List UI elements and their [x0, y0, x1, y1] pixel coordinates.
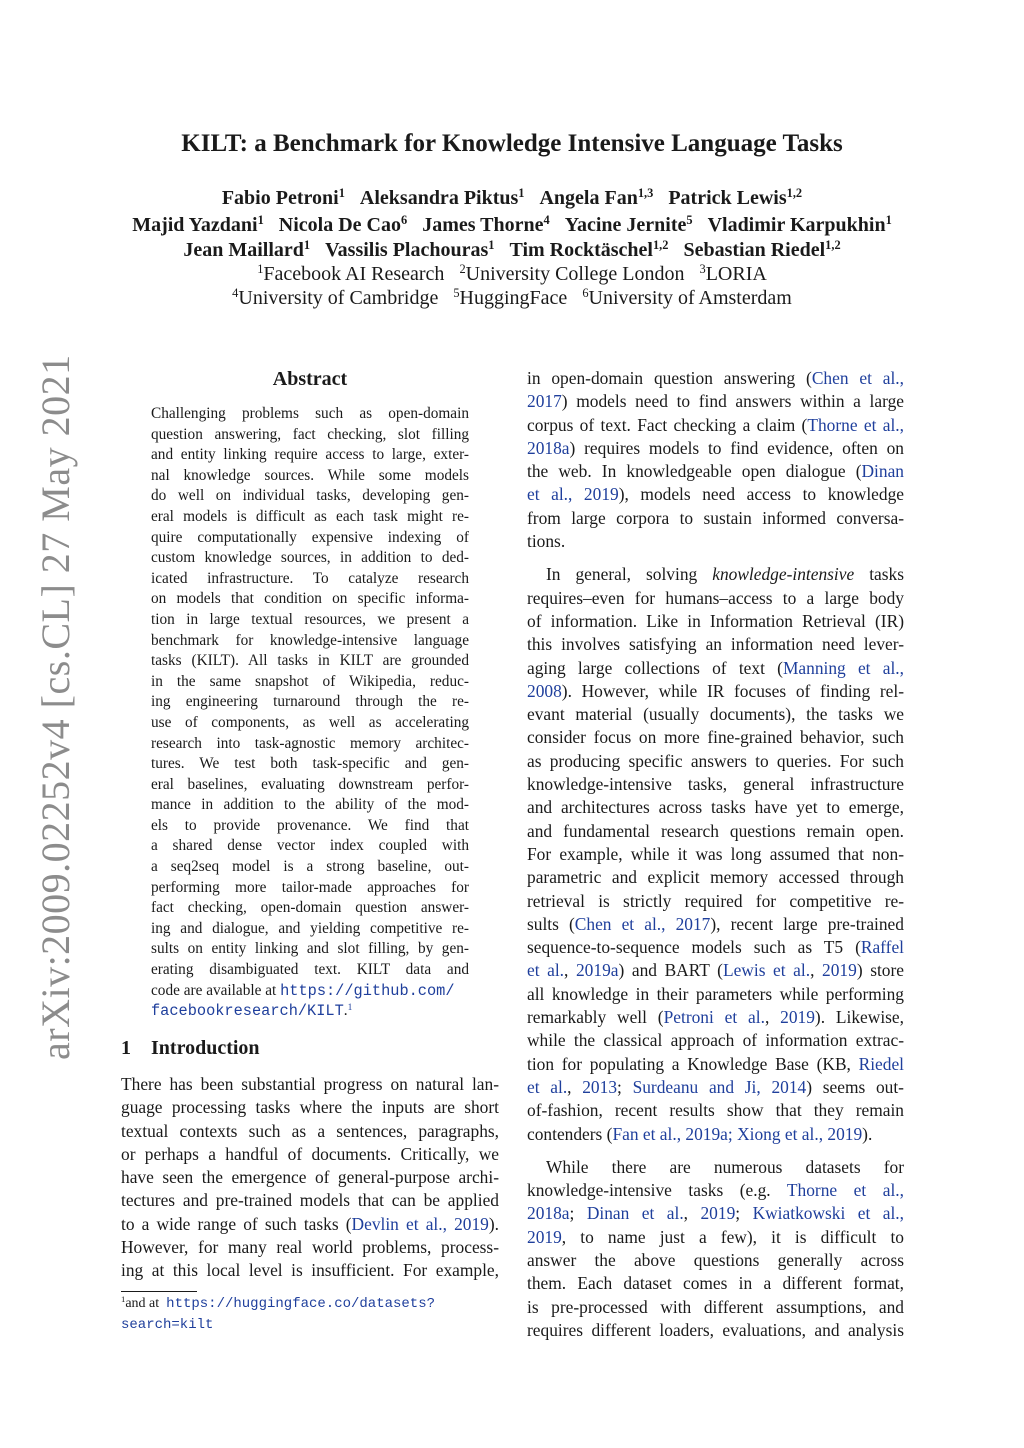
body-line — [527, 1123, 904, 1146]
body-text: ) seems out- — [806, 1076, 904, 1097]
abstract-text: do well on individual tasks, developing gen- — [151, 487, 469, 505]
abstract-text: benchmark for knowledge-intensive language — [151, 631, 469, 649]
body-text: , to name just a few), it is difficult to — [561, 1226, 904, 1247]
abstract-line — [151, 528, 469, 549]
abstract-text: use of components, as well as accelerating — [151, 713, 469, 731]
abstract-text: els to provide provenance. We find that — [151, 816, 469, 834]
abstract-text: tion in large textual resources, we present a — [151, 610, 469, 628]
affiliation: $^3$LORIA — [699, 262, 767, 285]
abstract-line — [151, 919, 469, 940]
body-text: sults ( — [527, 913, 575, 934]
body-text: ; — [617, 1076, 633, 1097]
body-text: and architectures across tasks have yet to emerge, — [527, 797, 904, 818]
body-line — [527, 587, 904, 610]
body-line — [527, 1202, 904, 1225]
abstract-line: facebookresearch/KILT.$^1$ — [151, 1002, 353, 1021]
body-text: ) models need to find answers within a large — [561, 391, 904, 412]
body-text: While there are numerous datasets for — [546, 1156, 904, 1177]
body-line — [527, 866, 904, 889]
citation-link[interactable]: Dinan et al. — [586, 1203, 684, 1224]
body-line — [527, 414, 904, 437]
body-text: all knowledge in their parameters while performing — [527, 983, 904, 1004]
author: Vassilis Plachouras$^1$ — [325, 238, 495, 261]
affiliation: $^1$Facebook AI Research — [257, 262, 445, 285]
body-text: tions. — [527, 531, 566, 552]
citation-link[interactable]: 2019 — [527, 1226, 562, 1247]
abstract-text: mance in addition to the ability of the mod- — [151, 796, 469, 814]
abstract-line — [151, 404, 469, 425]
body-text: retrieval is strictly required for competitive re- — [527, 890, 904, 911]
body-line — [527, 1226, 904, 1249]
abstract-line — [151, 713, 469, 734]
abstract-text: in the same snapshot of Wikipedia, reduc- — [151, 672, 469, 690]
abstract-text: custom knowledge sources, in addition to ded- — [151, 549, 469, 567]
abstract-line — [151, 795, 469, 816]
body-text: from large corpora to sustain informed conversa- — [527, 507, 904, 528]
body-text: However, for many real world problems, process- — [121, 1237, 499, 1258]
abstract-line — [151, 672, 469, 693]
abstract-line — [151, 589, 469, 610]
abstract-line — [151, 507, 469, 528]
affiliation: $^5$HuggingFace — [453, 286, 568, 309]
citation-link[interactable]: 2019 — [700, 1203, 736, 1224]
affiliation: $^2$University College London — [459, 262, 685, 285]
abstract-line — [151, 734, 469, 755]
abstract-line — [151, 816, 469, 837]
body-text: , — [683, 1203, 701, 1224]
body-line — [527, 750, 904, 773]
body-line — [527, 796, 904, 819]
citation-link[interactable]: Chen et al., 2017 — [574, 913, 711, 934]
body-text: contenders ( — [527, 1123, 613, 1144]
body-line — [527, 959, 904, 982]
body-line — [527, 460, 904, 483]
body-text: ) store — [856, 960, 904, 981]
body-text: remarkably well ( — [527, 1007, 664, 1028]
body-text: For example, while it was long assumed that non- — [527, 843, 904, 864]
abstract-line — [151, 857, 469, 878]
author: Vladimir Karpukhin$^1$ — [707, 213, 892, 236]
citation-link[interactable]: Riedel — [858, 1053, 904, 1074]
body-line — [527, 890, 904, 913]
section-number: 1 — [121, 1037, 131, 1059]
author: Nicola De Cao$^6$ — [278, 213, 408, 236]
abstract-text: icated infrastructure. To catalyze research — [151, 569, 469, 587]
body-line — [121, 1259, 499, 1282]
body-line — [527, 507, 904, 530]
body-line — [121, 1166, 499, 1189]
abstract-line — [151, 445, 469, 466]
body-text: tion for populating a Knowledge Base (KB, — [527, 1053, 859, 1074]
body-line — [527, 820, 904, 843]
body-line — [527, 1249, 904, 1272]
body-line — [527, 726, 904, 749]
emphasized-term: knowledge-intensive — [712, 564, 855, 585]
body-line — [527, 983, 904, 1006]
body-text: ). Likewise, — [814, 1007, 904, 1028]
body-line — [121, 1189, 499, 1212]
citation-link[interactable]: Thorne et al., — [807, 414, 904, 435]
abstract-line — [151, 898, 469, 919]
body-text: tasks — [854, 564, 904, 585]
section-heading-introduction — [121, 1037, 260, 1060]
body-text: ). — [862, 1123, 873, 1144]
citation-link[interactable]: Surdeanu and Ji, 2014 — [632, 1076, 807, 1097]
footnote-divider — [121, 1291, 197, 1292]
body-line — [527, 390, 904, 413]
paragraph-gap — [527, 1146, 904, 1156]
body-line — [527, 913, 904, 936]
body-text: consider focus on more fine-grained behavior, such — [527, 727, 904, 748]
body-line — [527, 1076, 904, 1099]
affiliation: $^4$University of Cambridge — [232, 286, 439, 309]
body-text: requires different loaders, evaluations, and analysis — [527, 1319, 904, 1340]
body-line — [527, 680, 904, 703]
body-line — [527, 610, 904, 633]
body-text: of-fashion, recent results show that they remain — [527, 1100, 904, 1121]
citation-link[interactable]: 2013 — [582, 1076, 618, 1097]
citation-link[interactable]: et al. — [527, 1076, 568, 1097]
body-text: corpus of text. Fact checking a claim ( — [527, 414, 808, 435]
citation-link[interactable]: Manning et al., — [782, 657, 904, 678]
abstract-text: sults on entity linking and slot filling, by gen- — [151, 940, 469, 958]
abstract-text: question answering, fact checking, slot filling — [151, 425, 469, 443]
abstract-text: ing and dialogue, and yielding competitive re- — [151, 919, 469, 937]
abstract-text: quire computationally expensive indexing of — [151, 528, 469, 546]
body-line — [527, 1099, 904, 1122]
citation-link[interactable]: Raffel — [860, 937, 904, 958]
abstract-line — [151, 548, 469, 569]
citation-link[interactable]: 2017 — [527, 391, 562, 412]
citation-link[interactable]: Kwiatkowski et al., — [752, 1203, 905, 1224]
body-text: to a wide range of such tasks ( — [121, 1213, 352, 1234]
affiliation-line-2 — [60, 287, 964, 310]
abstract-line — [151, 631, 469, 652]
abstract-line — [151, 836, 469, 857]
body-line — [527, 437, 904, 460]
affiliation: $^6$University of Amsterdam — [582, 286, 792, 309]
citation-link[interactable]: 2019 — [780, 1007, 815, 1028]
body-text: answer the above questions generally across — [527, 1249, 904, 1270]
author: Yacine Jernite$^5$ — [564, 213, 693, 236]
author: Tim Rocktäschel$^{1,2}$ — [509, 238, 669, 261]
body-text: In general, solving — [546, 564, 713, 585]
abstract-text: on models that condition on specific informa- — [151, 590, 469, 608]
abstract-text: research into task-agnostic memory architec- — [151, 734, 469, 752]
abstract-text: erating disambiguated text. KILT data and — [151, 961, 469, 979]
author: Angela Fan$^{1,3}$ — [539, 186, 654, 209]
citation-link[interactable]: Chen et al., — [811, 368, 905, 388]
body-line — [121, 1120, 499, 1143]
citation-link[interactable]: Lewis et al. — [722, 960, 811, 981]
abstract-line — [151, 425, 469, 446]
abstract-text: a shared dense vector index coupled with — [151, 837, 469, 855]
abstract-line — [151, 569, 469, 590]
body-text: evant material (usually documents), the tasks we — [527, 704, 904, 725]
body-text: while the classical approach of information extrac- — [527, 1030, 904, 1051]
body-line — [527, 1029, 904, 1052]
body-line — [121, 1236, 499, 1259]
body-text: ; — [735, 1203, 753, 1224]
citation-link[interactable]: 2019 — [822, 960, 857, 981]
abstract-code-url-link[interactable]: https://github.com/ — [280, 981, 455, 1000]
body-line — [121, 1073, 499, 1096]
body-line — [527, 773, 904, 796]
abstract-line — [151, 775, 469, 796]
body-line — [527, 367, 904, 390]
citation-link[interactable]: 2019a — [575, 960, 619, 981]
footnote-reference[interactable]: 1 — [347, 1003, 353, 1014]
body-text: There has been substantial progress on natural lan- — [121, 1074, 499, 1094]
body-text: this involves satisfying an information need lever- — [527, 634, 904, 655]
abstract-line — [151, 960, 469, 981]
abstract-text: and entity linking require access to large, exter- — [151, 446, 469, 464]
body-text: ). However, while IR focuses of finding rel- — [561, 680, 904, 701]
body-text: ; — [569, 1203, 587, 1224]
body-text: knowledge-intensive tasks, general infrastructure — [527, 774, 904, 795]
footnote-mark: 1 — [121, 1294, 126, 1305]
citation-link[interactable]: Thorne et al., — [786, 1180, 904, 1201]
body-line — [527, 530, 904, 553]
body-text: ), models need access to knowledge — [618, 484, 904, 505]
body-line — [527, 703, 904, 726]
arxiv-identifier-stamp — [20, 0, 90, 1060]
arxiv-stamp-text: arXiv:2009.02252v4 [cs.CL] 27 May 2021 — [32, 354, 78, 1060]
abstract-line — [151, 981, 469, 1002]
body-text: textual contexts such as a sentences, paragraphs, — [121, 1120, 499, 1141]
body-text: ing at this local level is insufficient. For example, — [121, 1260, 499, 1281]
citation-link[interactable]: 2008 — [527, 680, 562, 701]
body-line — [527, 1006, 904, 1029]
abstract-line — [151, 692, 469, 713]
body-line — [527, 633, 904, 656]
body-text: and fundamental research questions remain open. — [527, 820, 904, 841]
author-line-1 — [60, 187, 964, 210]
body-text: requires–even for humans–access to a large body — [527, 587, 904, 608]
body-text: is pre-processed with different assumptions, and — [527, 1296, 904, 1317]
body-text: ). — [488, 1213, 499, 1234]
citation-link[interactable]: 2018a — [527, 437, 570, 458]
body-line — [121, 1096, 499, 1119]
abstract-line — [151, 651, 469, 672]
body-line — [121, 1143, 499, 1166]
footnote — [121, 1294, 501, 1335]
body-text: as producing specific answers to queries. For such — [527, 750, 904, 771]
body-line — [527, 563, 904, 586]
author: Jean Maillard$^1$ — [183, 238, 311, 261]
body-text: , — [564, 960, 576, 981]
author: Fabio Petroni$^1$ — [221, 186, 345, 209]
abstract-text: ing engineering turnaround through the re- — [151, 693, 469, 711]
body-text: sequence-to-sequence models such as T5 ( — [527, 937, 861, 958]
body-text: the web. In knowledgeable open dialogue ( — [527, 461, 862, 482]
body-text: tectures and pre-trained models that can be applied — [121, 1190, 499, 1211]
author: Aleksandra Piktus$^1$ — [359, 186, 525, 209]
abstract-line — [151, 754, 469, 775]
abstract-text: eral models is difficult as each task might re- — [151, 507, 469, 525]
body-text: ), recent large pre-trained — [710, 913, 904, 934]
footnote-prefix: and at — [125, 1296, 160, 1311]
left-column-body — [121, 1073, 499, 1283]
body-text: parametric and explicit memory accessed through — [527, 867, 904, 888]
body-text: them. Each dataset comes in a different format, — [527, 1273, 904, 1294]
body-line — [527, 936, 904, 959]
affiliation-line-1 — [60, 263, 964, 286]
body-text: in open-domain question answering ( — [527, 368, 812, 388]
section-title: Introduction — [151, 1037, 260, 1059]
body-text: or perhaps a handful of documents. Critically, we — [121, 1143, 499, 1164]
citation-link[interactable]: Fan et al., 2019a; Xiong et al., 2019 — [612, 1123, 863, 1144]
body-line — [527, 657, 904, 680]
body-text: knowledge-intensive tasks (e.g. — [527, 1180, 787, 1201]
body-text: have seen the emergence of general-purpose archi- — [121, 1167, 499, 1188]
body-text: aging large collections of text ( — [527, 657, 783, 678]
abstract-text: performing more tailor-made approaches for — [151, 878, 469, 896]
body-line — [527, 843, 904, 866]
body-text: ) requires models to find evidence, often on — [569, 437, 904, 458]
footnote-url-link[interactable]: https://huggingface.co/datasets? — [166, 1296, 436, 1312]
abstract-text: eral baselines, evaluating downstream perfor- — [151, 775, 469, 793]
body-text: of information. Like in Information Retrieval (IR) — [527, 610, 904, 631]
citation-link[interactable]: 2018a — [527, 1203, 570, 1224]
abstract-text: tures. We test both task-specific and gen- — [151, 755, 469, 773]
paragraph-gap — [527, 553, 904, 563]
abstract-text: nal knowledge sources. While some models — [151, 466, 469, 484]
abstract-heading: Abstract — [272, 368, 348, 390]
body-line — [527, 1179, 904, 1202]
body-line — [527, 1053, 904, 1076]
author-line-3 — [60, 239, 964, 262]
body-text: , — [764, 1007, 781, 1028]
abstract-code-url-link-continued[interactable]: facebookresearch/KILT — [151, 1002, 344, 1021]
body-line — [527, 1156, 904, 1179]
citation-link[interactable]: Petroni et al. — [663, 1007, 765, 1028]
author: Patrick Lewis$^{1,2}$ — [668, 186, 803, 209]
body-text: ) and BART ( — [618, 960, 723, 981]
paper-title: KILT: a Benchmark for Knowledge Intensive Language Tasks — [181, 130, 843, 157]
abstract-line — [151, 610, 469, 631]
author-line-2 — [60, 214, 964, 237]
abstract-text: fact checking, open-domain question answer- — [151, 899, 469, 917]
body-text: , — [810, 960, 823, 981]
author: Majid Yazdani$^1$ — [132, 213, 264, 236]
abstract-line — [151, 878, 469, 899]
citation-link[interactable]: Dinan — [861, 461, 904, 482]
abstract-text: a seq2seq model is a strong baseline, out- — [151, 858, 469, 876]
citation-link[interactable]: Devlin et al., 2019 — [351, 1213, 489, 1234]
footnote-url-link-continued[interactable]: search=kilt — [121, 1316, 214, 1333]
citation-link[interactable]: et al., 2019 — [527, 484, 619, 505]
abstract-body — [151, 404, 469, 1022]
abstract-line — [151, 939, 469, 960]
body-line — [527, 1319, 904, 1342]
author: James Thorne$^4$ — [422, 213, 550, 236]
abstract-text: Challenging problems such as open-domain — [151, 405, 469, 422]
body-line — [527, 1272, 904, 1295]
author: Sebastian Riedel$^{1,2}$ — [683, 238, 841, 261]
body-line — [527, 483, 904, 506]
body-text: , — [567, 1076, 583, 1097]
body-line — [527, 1296, 904, 1319]
body-text: guage processing tasks where the inputs are short — [121, 1097, 499, 1118]
abstract-line — [151, 486, 469, 507]
right-column-body — [527, 367, 904, 1342]
citation-link[interactable]: et al. — [527, 960, 565, 981]
abstract-text: tasks (KILT). All tasks in KILT are grounded — [151, 652, 469, 670]
abstract-text: code are available at — [151, 981, 277, 999]
body-line — [121, 1213, 499, 1236]
abstract-line — [151, 466, 469, 487]
